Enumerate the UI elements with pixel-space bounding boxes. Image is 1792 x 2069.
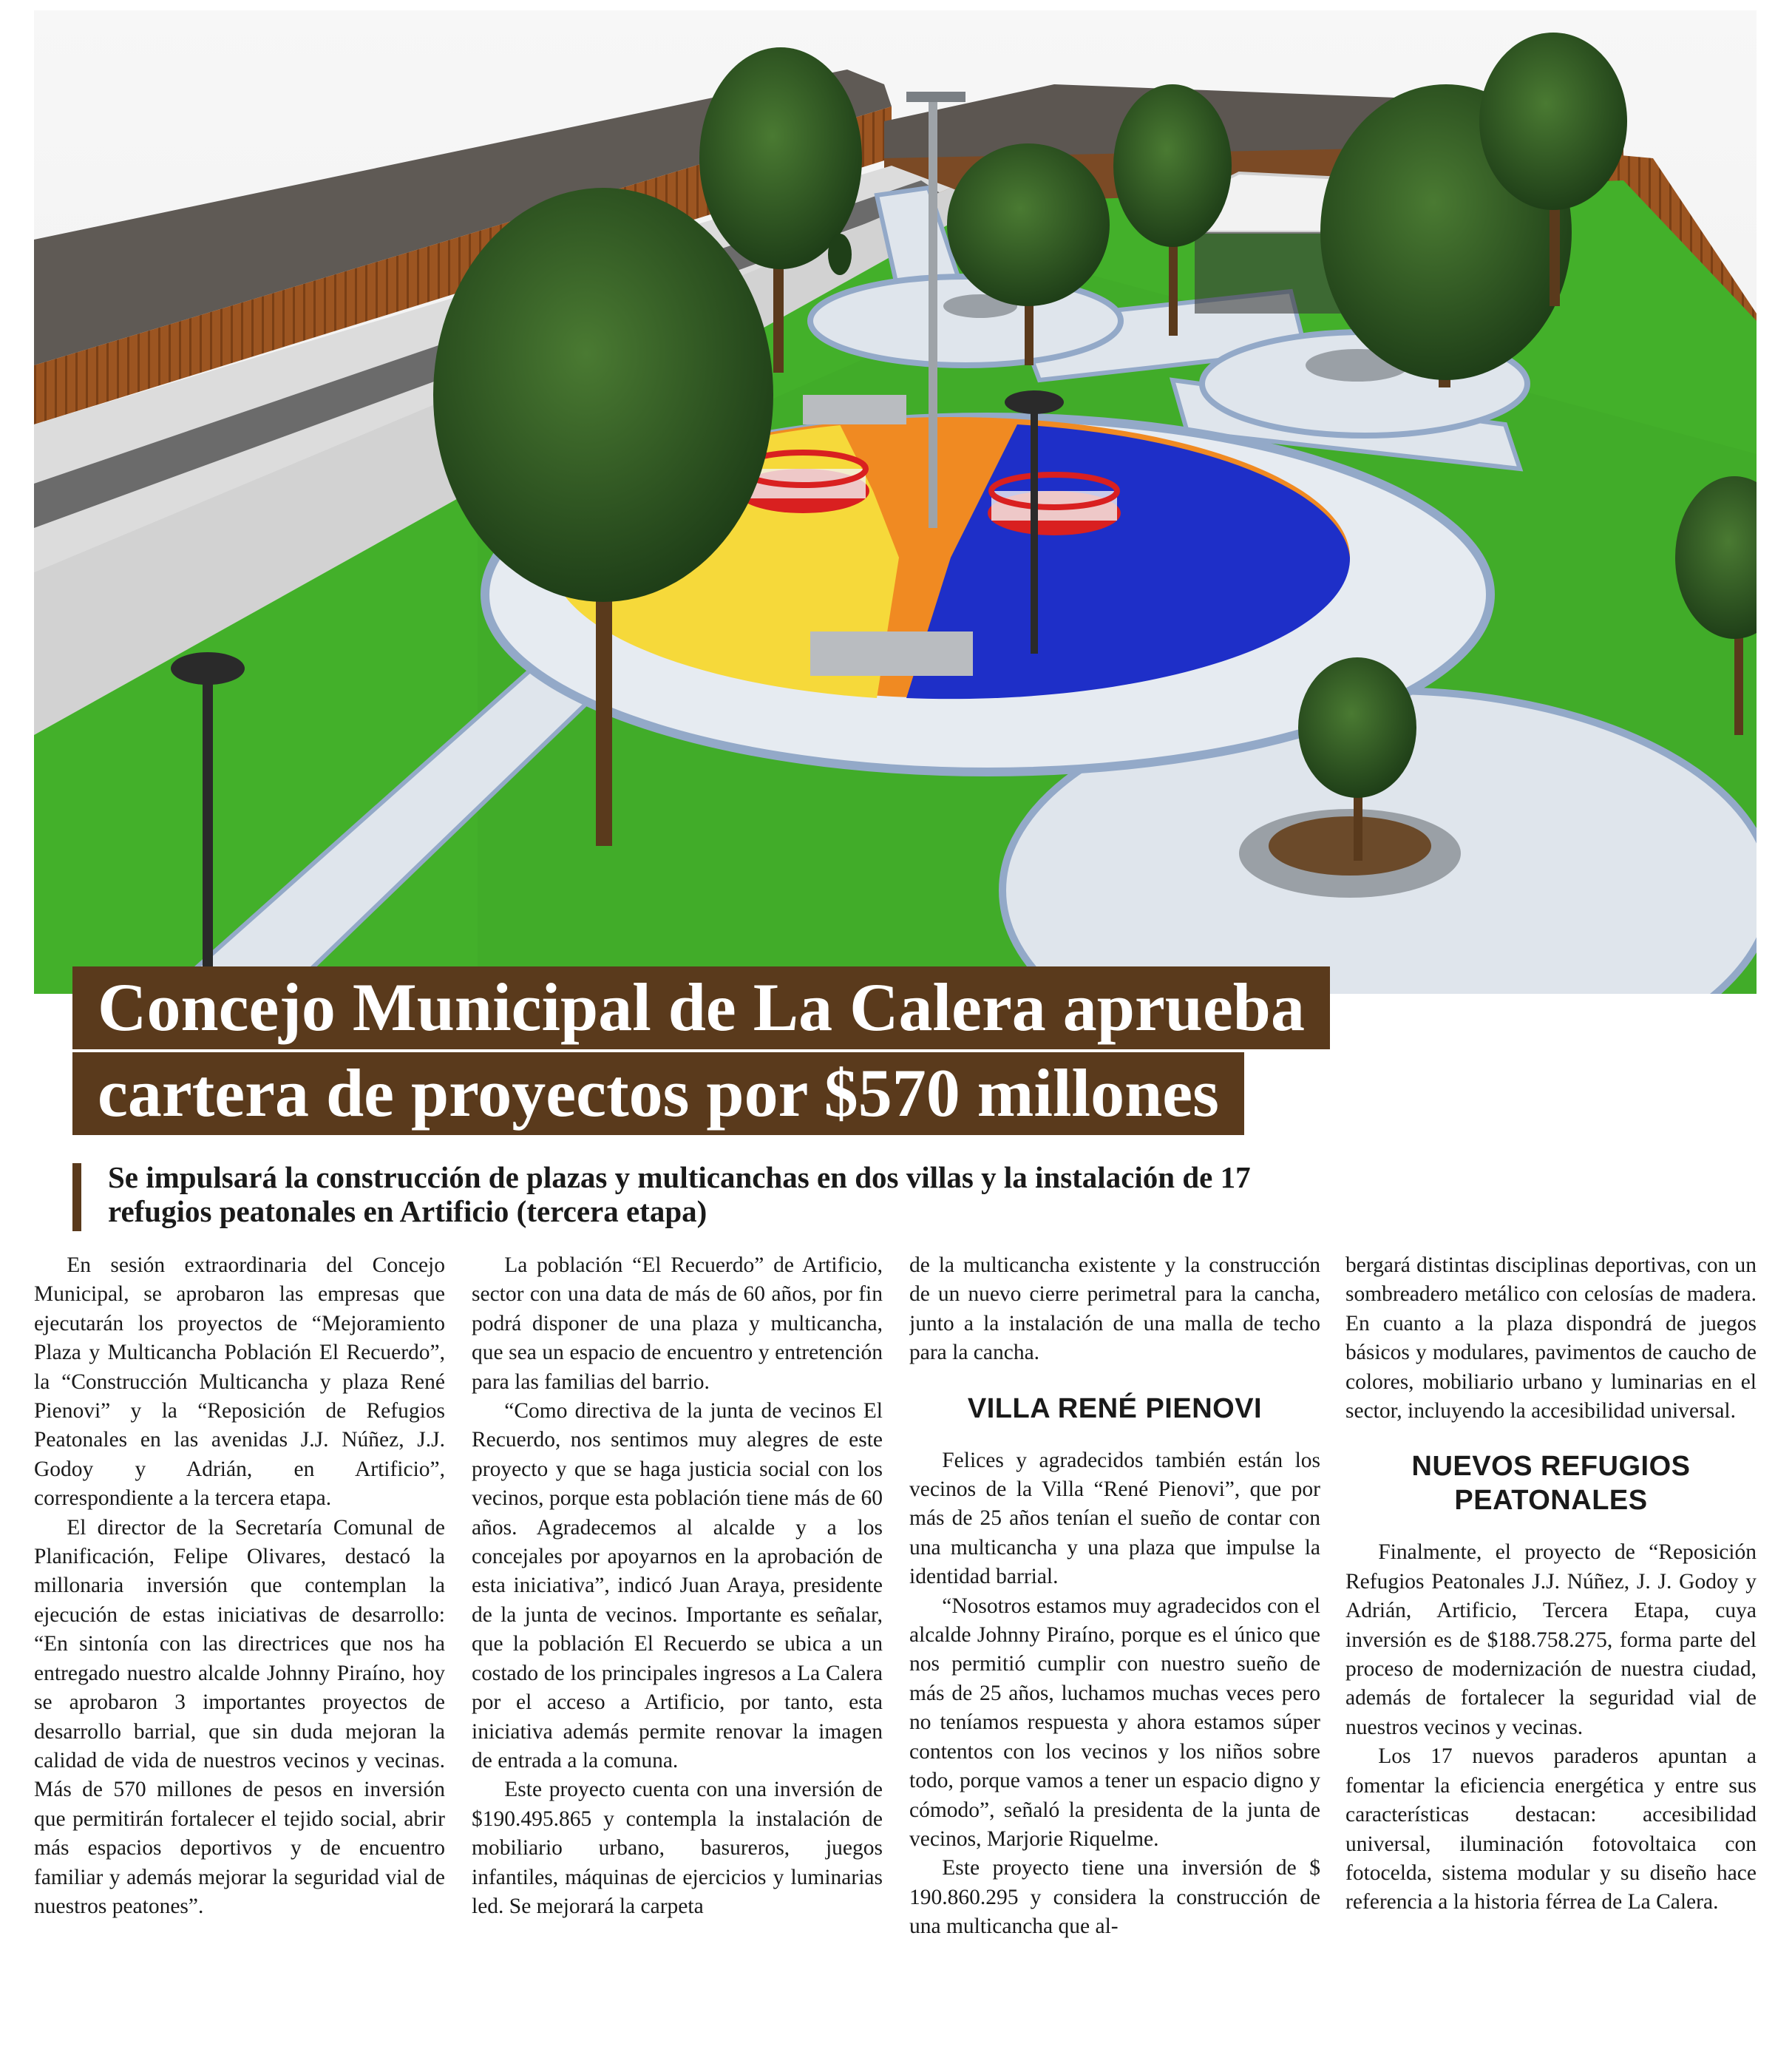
body-paragraph: En sesión extraordinaria del Concejo Municipal, se aprobaron las empresas que ejecutarán los proyectos de “Mejoramiento Plaza y Multicancha Población El Recuerdo”, la “Construcción Multicancha y plaza René Pienovi” y la “Reposición de Refugios Peatonales en las avenidas J.J. Núñez, J.J. Godoy y Adrián, en Artificio”, correspondiente a la tercera etapa. — [34, 1253, 445, 1511]
body-paragraph: bergará distintas disciplinas deportivas, con un sombreadero metálico con celosías de madera. En cuanto a la plaza dispondrá de juegos básicos y modulares, pavimentos de caucho de colores, mobiliario urbano y luminarias en el sector, incluyendo la accesibilidad universal. — [1345, 1253, 1757, 1423]
body-column-1 — [34, 1251, 445, 2057]
body-paragraph: La población “El Recuerdo” de Artificio, sector con una data de más de 60 años, por fin podrá disponer de una plaza y multicancha, que sea un espacio de encuentro y entretención para las familias del barrio. — [472, 1253, 883, 1394]
deck — [72, 1160, 1255, 1233]
deck-text: Se impulsará la construcción de plazas y multicanchas en dos villas y la instalación de 17 refugios peatonales en Artificio (tercera etapa) — [108, 1160, 1251, 1228]
body-paragraph: Felices y agradecidos también están los vecinos de la Villa “René Pienovi”, que por más de 25 años tenían el sueño de contar con una multicancha y una plaza que impulse la identidad barrial. — [909, 1448, 1320, 1589]
body-paragraph: El director de la Secretaría Comunal de Planificación, Felipe Olivares, destacó la millonaria inversión que contemplan la ejecución de estas iniciativas de desarrollo: “En sintonía con las directrices que nos ha entregado nuestro alcalde Johnny Piraíno, hoy se aprobaron 3 importantes proyectos de desarrollo barrial, que sin duda mejoran la calidad de vida de nuestros vecinos y vecinas. Más de 570 millones de pesos en inversión que permitirán fortalecer el tejido social, abrir más espacios deportivos y de encuentro familiar y además mejorar la seguridad vial de nuestros peatones”. — [34, 1515, 445, 1918]
body-paragraph: Los 17 nuevos paraderos apuntan a fomentar la eficiencia energética y entre sus características destacan: accesibilidad universal, iluminación fotovoltaica con fotocelda, sistema modular y su diseño hace referencia a la historia férrea de La Calera. — [1345, 1744, 1757, 1914]
body-paragraph: Este proyecto cuenta con una inversión de $190.495.865 y contempla la instalación de mobiliario urbano, basureros, juegos infantiles, máquinas de ejercicios y luminarias led. Se mejorará la carpeta — [472, 1778, 883, 1918]
body-column-4 — [1345, 1251, 1757, 2057]
headline-line-2: cartera de proyectos por $570 millones — [72, 1052, 1244, 1135]
deck-rule — [72, 1163, 81, 1231]
body-column-3 — [909, 1251, 1320, 2057]
plaza-render-illustration — [34, 10, 1757, 994]
body-paragraph: “Como directiva de la junta de vecinos El Recuerdo, nos sentimos muy alegres de este proyecto y que se haga justicia social con los vecinos, porque esta población tiene más de 60 años. Agradecemos al alcalde y a los concejales por apoyarnos en la aprobación de esta iniciativa”, indicó Juan Araya, presidente de la junta de vecinos. Importante es señalar, que la población El Recuerdo se ubica a un costado de los principales ingresos a La Calera por el acceso a Artificio, por tanto, esta iniciativa además permite renovar la imagen de entrada a la comuna. — [472, 1399, 883, 1772]
body-paragraph: “Nosotros estamos muy agradecidos con el alcalde Johnny Piraíno, porque es el único que nos permitió cumplir con nuestro sueño de más de 25 años, luchamos muchas veces pero no teníamos respuesta y ahora estamos súper contentos con los vecinos y los niños sobre todo, porque vamos a tener un espacio digno y cómodo”, señaló la presidenta de la junta de vecinos, Marjorie Riquelme. — [909, 1594, 1320, 1851]
headline-line-1: Concejo Municipal de La Calera aprueba — [72, 966, 1330, 1049]
subhead-nuevos-refugios: NUEVOS REFUGIOS PEATONALES — [1411, 1451, 1691, 1517]
body-paragraph: Este proyecto tiene una inversión de $ 190.860.295 y considera la construcción de una multicancha que al- — [909, 1856, 1320, 1939]
subhead-villa-rene-pienovi: VILLA RENÉ PIENOVI — [967, 1392, 1263, 1424]
body-paragraph: Finalmente, el proyecto de “Reposición Refugios Peatonales J.J. Núñez, J. J. Godoy y Adrián, Artificio, Tercera Etapa, cuya inversión es de $188.758.275, forma parte del proceso de modernización de nuestra ciudad, además de fortalecer la seguridad vial de nuestros vecinos y vecinas. — [1345, 1540, 1757, 1739]
body-column-2 — [472, 1251, 883, 2057]
body-paragraph: de la multicancha existente y la construcción de un nuevo cierre perimetral para la cancha, junto a la instalación de una malla de techo para la cancha. — [909, 1253, 1320, 1365]
